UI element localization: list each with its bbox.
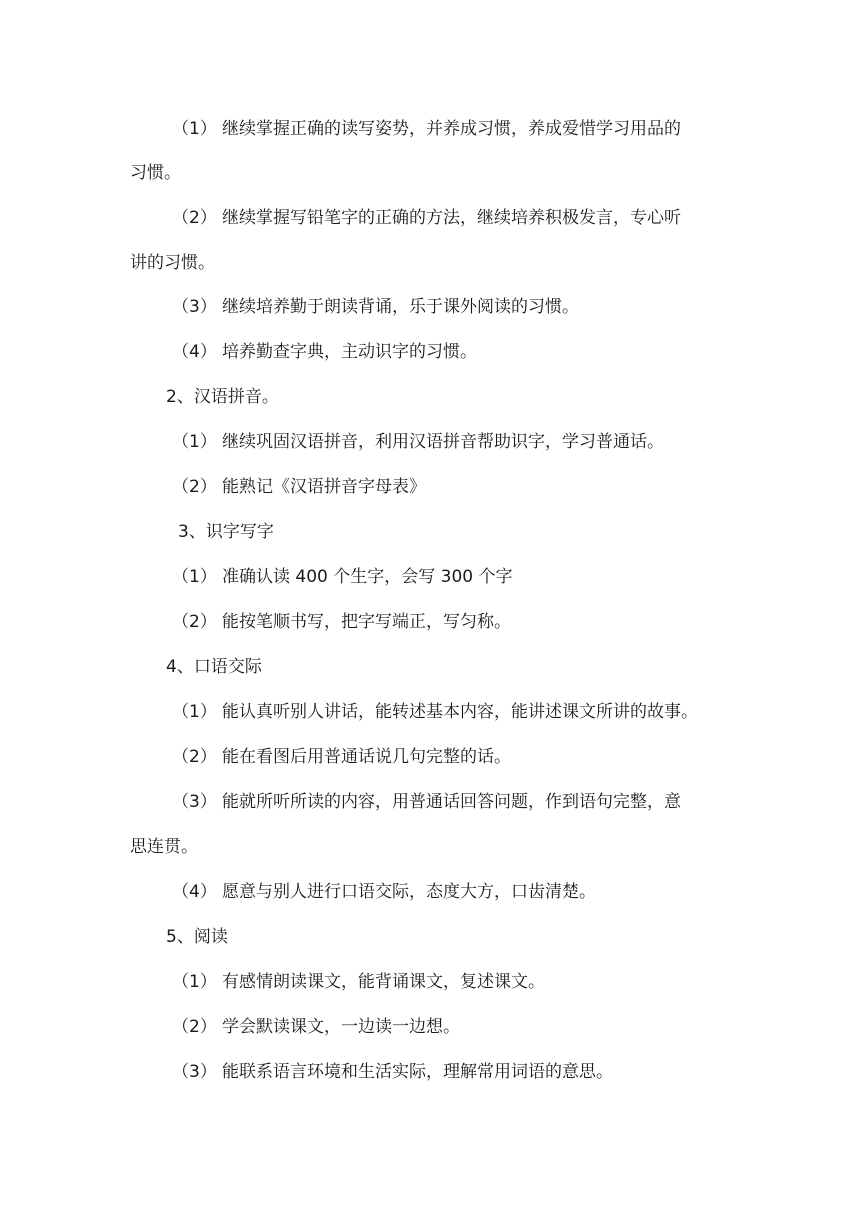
item-text: 能在看图后用普通话说几句完整的话。: [222, 747, 511, 767]
item-number: （1）: [172, 432, 217, 452]
section-heading: 4、口语交际: [166, 657, 262, 677]
item-text: 能认真听别人讲话，能转述基本内容，能讲述课文所讲的故事。: [222, 702, 698, 722]
item-number: （1）: [172, 119, 217, 139]
list-item: [172, 881, 596, 903]
item-number: （4）: [172, 882, 217, 902]
list-item: [172, 296, 579, 318]
list-item: [172, 207, 681, 229]
item-continuation: 讲的习惯。: [130, 253, 215, 273]
item-number: （1）: [172, 972, 217, 992]
item-continuation: 习惯。: [130, 163, 181, 183]
list-item: [172, 431, 664, 453]
list-item: [172, 791, 681, 813]
item-number: （2）: [172, 1017, 217, 1037]
section-heading: 5、阅读: [166, 927, 228, 947]
item-number: （3）: [172, 1062, 217, 1082]
list-item: [172, 611, 511, 633]
item-text: 继续掌握正确的读写姿势，并养成习惯，养成爱惜学习用品的: [222, 119, 681, 139]
item-number: （2）: [172, 208, 217, 228]
list-item: [172, 341, 477, 363]
item-text: 准确认读 400 个生字，会写 300 个字: [222, 567, 513, 587]
section-heading: 3、识字写字: [178, 522, 274, 542]
list-item: [172, 971, 545, 993]
item-text: 继续培养勤于朗读背诵，乐于课外阅读的习惯。: [222, 297, 579, 317]
section-heading: 2、汉语拼音。: [166, 387, 279, 407]
item-text: 继续掌握写铅笔字的正确的方法，继续培养积极发言，专心听: [222, 208, 681, 228]
item-text: 能联系语言环境和生活实际，理解常用词语的意思。: [222, 1062, 613, 1082]
item-text: 能按笔顺书写，把字写端正，写匀称。: [222, 612, 511, 632]
list-item: [172, 1061, 613, 1083]
item-text: 有感情朗读课文，能背诵课文，复述课文。: [222, 972, 545, 992]
list-item: [172, 701, 698, 723]
item-number: （4）: [172, 342, 217, 362]
list-item: [172, 118, 681, 140]
item-number: （1）: [172, 567, 217, 587]
item-text: 学会默读课文，一边读一边想。: [222, 1017, 460, 1037]
item-number: （3）: [172, 297, 217, 317]
list-item: [172, 1016, 460, 1038]
item-number: （2）: [172, 612, 217, 632]
item-number: （2）: [172, 747, 217, 767]
item-number: （2）: [172, 477, 217, 497]
item-continuation: 思连贯。: [130, 837, 198, 857]
list-item: [172, 566, 513, 588]
item-text: 能熟记《汉语拼音字母表》: [222, 477, 426, 497]
item-text: 继续巩固汉语拼音，利用汉语拼音帮助识字，学习普通话。: [222, 432, 664, 452]
item-text: 愿意与别人进行口语交际，态度大方，口齿清楚。: [222, 882, 596, 902]
list-item: [172, 746, 511, 768]
item-number: （3）: [172, 792, 217, 812]
item-text: 培养勤查字典，主动识字的习惯。: [222, 342, 477, 362]
item-number: （1）: [172, 702, 217, 722]
item-text: 能就所听所读的内容，用普通话回答问题，作到语句完整，意: [222, 792, 681, 812]
list-item: [172, 476, 426, 498]
